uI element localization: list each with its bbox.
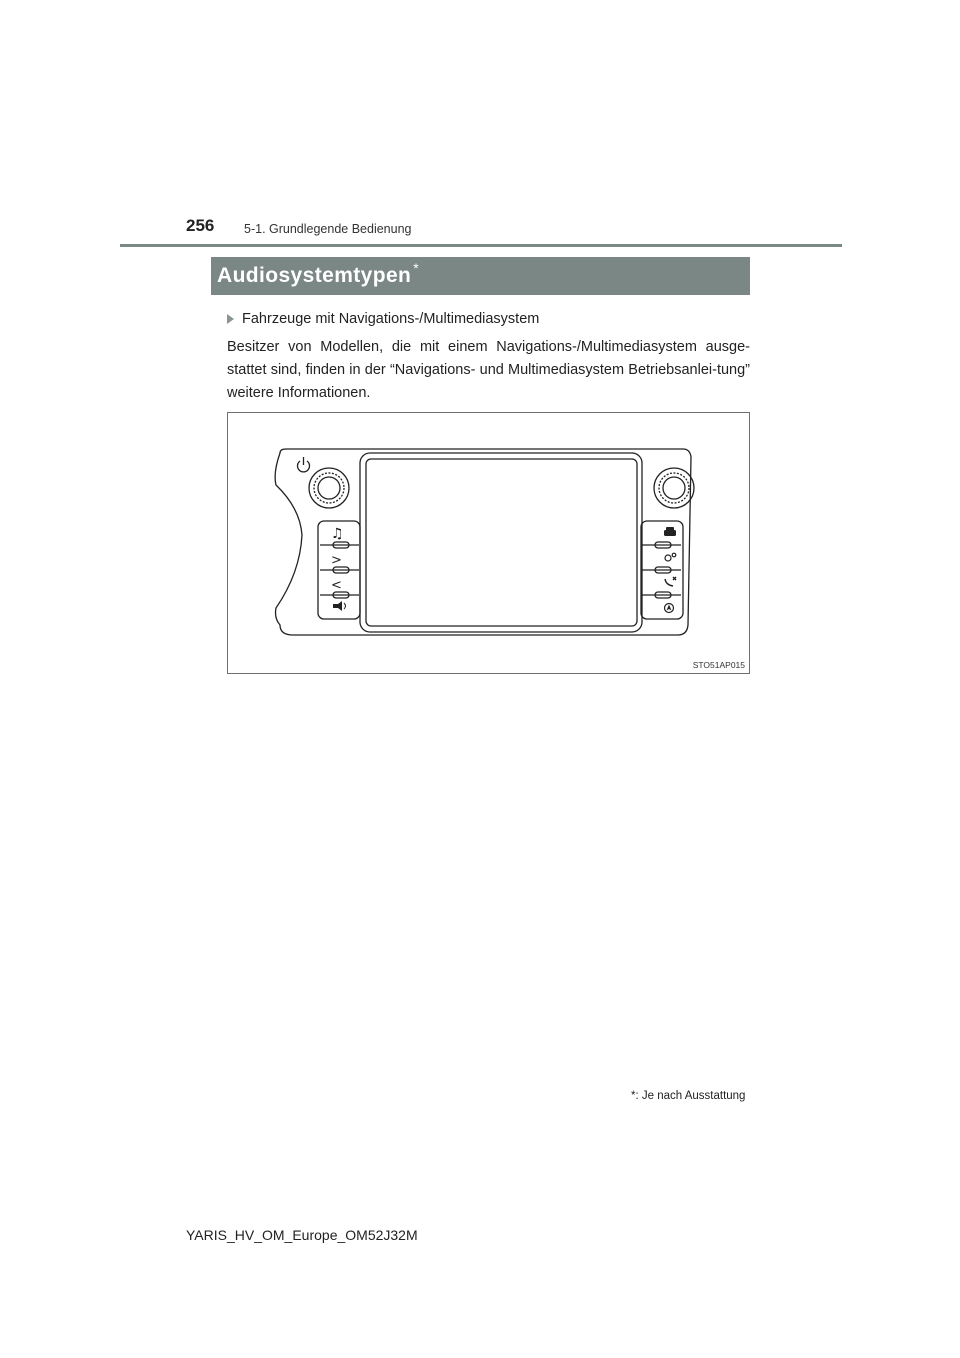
- section-title: Audiosystemtypen: [217, 264, 412, 287]
- section-breadcrumb: 5-1. Grundlegende Bedienung: [244, 222, 412, 236]
- footnote: [631, 1090, 745, 1102]
- footnote-text: : Je nach Ausstattung: [635, 1090, 746, 1102]
- power-icon: [298, 457, 310, 472]
- seek-down-icon: <: [331, 578, 342, 593]
- figure-code: STO51AP015: [692, 660, 745, 670]
- voice-icon: [333, 601, 346, 611]
- head-unit-illustration: [228, 413, 751, 675]
- header-divider: [120, 244, 842, 247]
- car-icon: [664, 527, 676, 536]
- settings-icon: [665, 553, 676, 561]
- bullet-item: [227, 311, 539, 327]
- phone-icon: [665, 577, 676, 586]
- page-number: 256: [186, 216, 215, 235]
- music-note-icon: ♫: [331, 526, 344, 542]
- section-title-bar: [211, 257, 750, 295]
- body-paragraph: Besitzer von Modellen, die mit einem Navigations-/Multimediasystem ausge-stattet sind, finden in der “Navigations- und Multimediasystem Betriebsanlei-tung” weitere Informationen.: [227, 339, 750, 401]
- asterisk-marker: *: [413, 260, 419, 276]
- triangle-bullet-icon: [227, 314, 234, 324]
- bullet-text: Fahrzeuge mit Navigations-/Multimediasystem: [242, 311, 540, 327]
- document-id: YARIS_HV_OM_Europe_OM52J32M: [186, 1227, 418, 1243]
- footnote-marker: *: [631, 1090, 636, 1102]
- navigation-icon: [665, 604, 674, 613]
- audio-unit-figure: [227, 412, 750, 674]
- seek-up-icon: >: [331, 553, 342, 568]
